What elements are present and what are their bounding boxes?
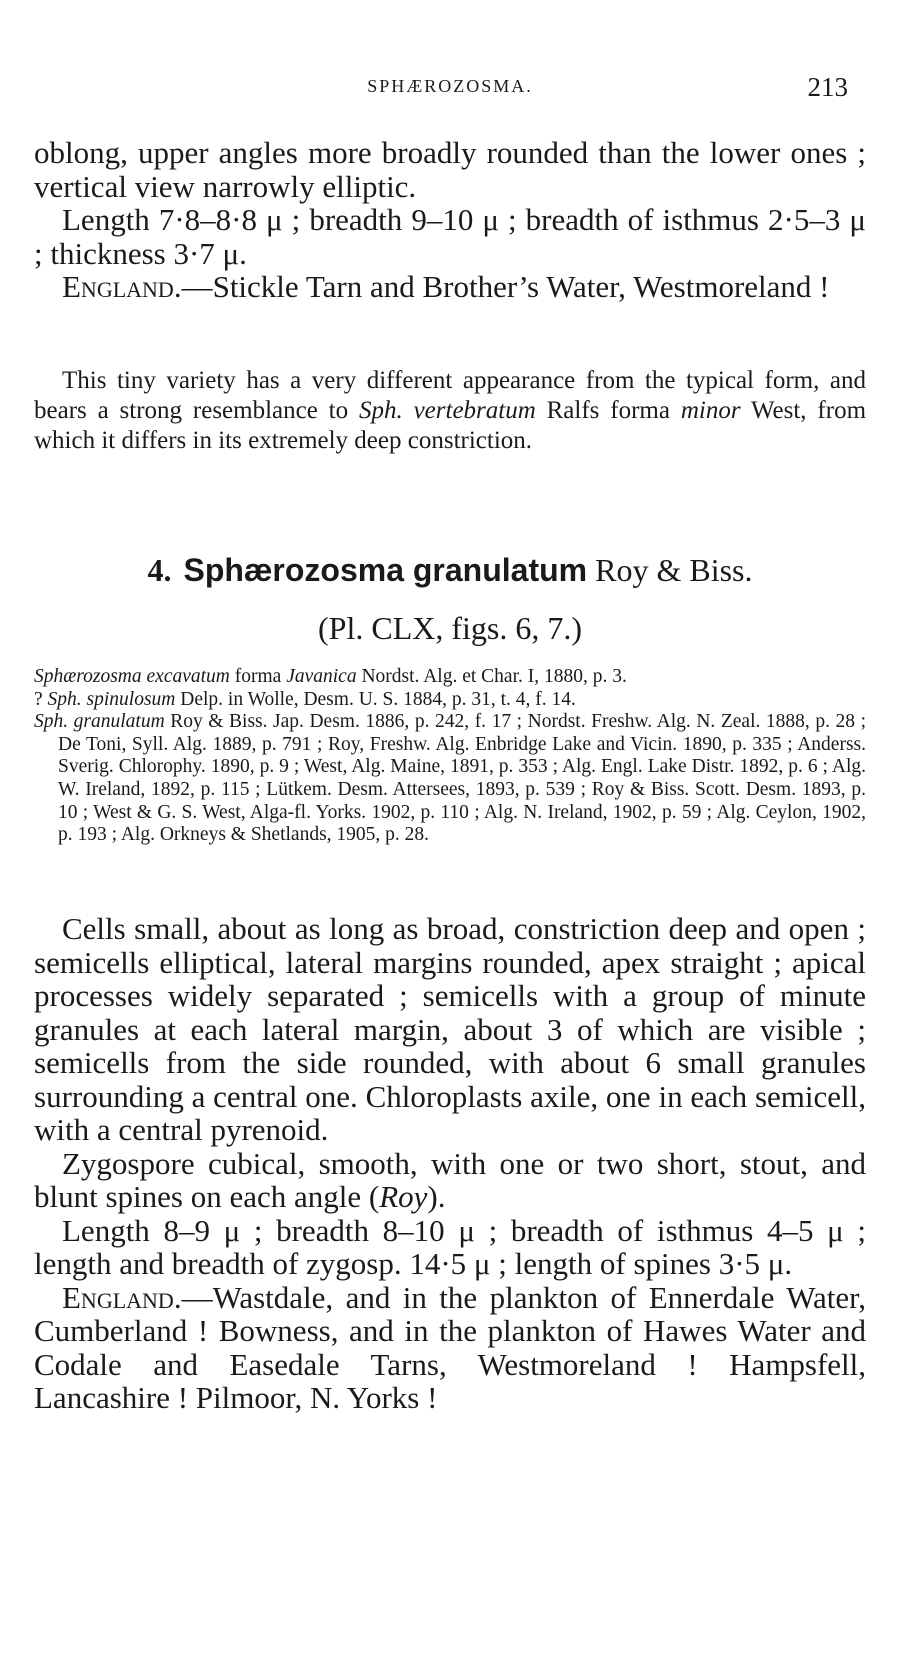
zygospore-text: Zygospore cubical, smooth, with one or two short, stout, and blunt spines on each angle ( xyxy=(34,1145,866,1214)
running-head xyxy=(0,72,900,106)
zygospore-author: Roy xyxy=(379,1179,428,1214)
synonym-entry xyxy=(34,711,866,847)
species-locality xyxy=(34,1281,866,1415)
top-locality xyxy=(34,270,866,304)
cell-description: Cells small, about as long as broad, constriction deep and open ; semicells elliptical, lateral margins rounded, apex straight ; apical processes widely separated ; semicells with a group of minute granules at each lateral margin, about 3 of which are visible ; semicells from the side rounded, with about 6 small granules surrounding a central one. Chloroplasts axile, one in each semicell, with a central pyrenoid. xyxy=(34,911,866,1147)
synonym-citation: Delp. in Wolle, Desm. U. S. 1884, p. 31, t. 4, f. 14. xyxy=(175,688,576,710)
species-heading xyxy=(0,552,900,589)
top-description: oblong, upper angles more broadly rounded than the lower ones ; vertical view narrowly elliptic. xyxy=(34,135,866,204)
synonym-citation: Roy & Biss. Jap. Desm. 1886, p. 242, f. 17 ; Nordst. Freshw. Alg. N. Zeal. 1888, p. 28 ; De Toni, Syll. Alg. 1889, p. 791 ; Roy, Freshw. Alg. Enbridge Lake and Vicin. 1890, p. 335 ; Anderss. Sverig. Chlorophy. 1890, p. 9 ; West, Alg. Maine, 1891, p. 353 ; Alg. Engl. Lake Distr. 1892, p. 6 ; Alg. W. Ireland, 1892, p. 115 ; Lütkem. Desm. Attersees, 1893, p. 539 ; Roy & Biss. Scott. Desm. 1893, p. 10 ; West & G. S. West, Alga-fl. Yorks. 1902, p. 110 ; Alg. N. Ireland, 1902, p. 59 ; Alg. Ceylon, 1902, p. 193 ; Alg. Orkneys & Shetlands, 1905, p. 28. xyxy=(58,711,866,846)
synonymy xyxy=(34,666,866,847)
zygospore-description xyxy=(34,1147,866,1214)
plate-reference: (Pl. CLX, figs. 6, 7.) xyxy=(318,610,582,646)
synonym-entry xyxy=(34,689,866,712)
top-locality-label: England. xyxy=(62,269,182,304)
running-title: SPHÆROZOSMA. xyxy=(367,76,533,96)
species-number: 4. xyxy=(147,552,172,588)
note-text-3: West, from which it differs in its extremely deep constriction. xyxy=(34,397,867,454)
synonym-name: Javanica xyxy=(286,666,357,687)
note-italic-2: minor xyxy=(680,397,741,424)
species-authority: Roy & Biss. xyxy=(595,552,753,588)
species-measurements: Length 8–9 μ ; breadth 8–10 μ ; breadth of isthmus 4–5 μ ; length and breadth of zygosp. 14·5 μ ; length of spines 3·5 μ. xyxy=(34,1212,866,1281)
species-description xyxy=(34,912,866,1415)
variety-note-paragraph xyxy=(34,366,866,456)
zygospore-text-end: ). xyxy=(427,1179,446,1214)
synonym-name: Sphærozosma excavatum xyxy=(34,666,230,687)
note-text-2: Ralfs forma xyxy=(535,397,681,424)
synonym-name: Sph. granulatum xyxy=(34,711,165,733)
species-name: Sphærozosma granulatum xyxy=(183,552,588,588)
synonym-text: forma xyxy=(229,666,287,687)
synonym-entry xyxy=(34,666,866,689)
species-locality-label: England. xyxy=(62,1279,182,1315)
top-section xyxy=(34,136,866,304)
page-number: 213 xyxy=(807,72,848,102)
synonym-name: Sph. spinulosum xyxy=(47,688,176,710)
top-measurements: Length 7·8–8·8 μ ; breadth 9–10 μ ; breadth of isthmus 2·5–3 μ ; thickness 3·7 μ. xyxy=(34,202,866,271)
synonym-text: ? xyxy=(34,688,48,710)
synonym-citation: Nordst. Alg. et Char. I, 1880, p. 3. xyxy=(356,666,627,687)
top-locality-text: —Stickle Tarn and Brother’s Water, Westmoreland ! xyxy=(181,269,830,304)
note-text-1: This tiny variety has a very different appearance from the typical form, and bears a strong resemblance to xyxy=(34,367,866,424)
species-locality-text: —Wastdale, and in the plankton of Ennerdale Water, Cumberland ! Bowness, and in the plankton of Hawes Water and Codale and Easedale Tarns, Westmoreland ! Hampsfell, Lancashire ! Pilmoor, N. Yorks ! xyxy=(34,1279,866,1415)
variety-note xyxy=(34,366,866,456)
note-italic-1: Sph. vertebratum xyxy=(358,397,536,424)
